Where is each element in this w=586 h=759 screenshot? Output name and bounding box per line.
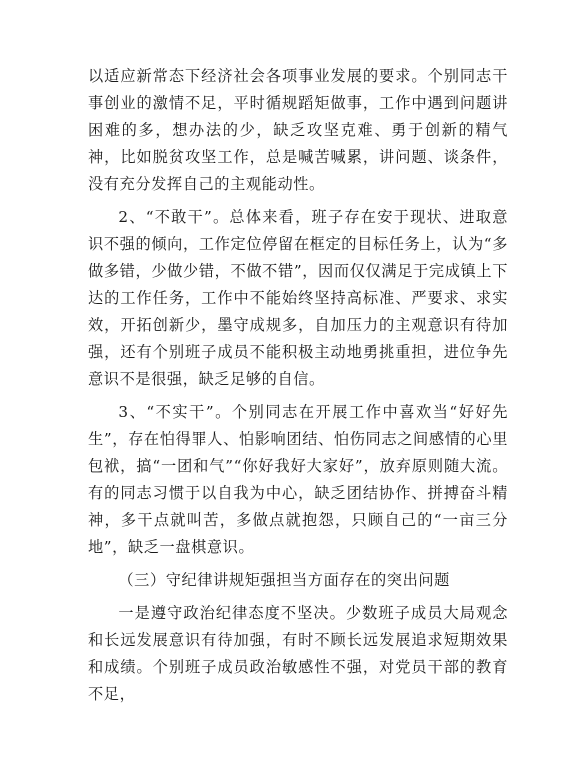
section-heading: （三）守纪律讲规矩强担当方面存在的突出问题 [118,571,450,589]
paragraph-bu-shi-gan: 3、“不实干”。个别同志在开展工作中喜欢当“好好先生”，存在怕得罪人、怕影响团结、怕伤同志之间感情的心里包袱，搞“一团和气”“你好我好大家好”，放弃原则随大流。有的同志习惯于以自我为中心，缺乏团结协作、拼搏奋斗精神，多干点就叫苦，多做点就抱怨，只顾自己的“一亩三分地”，缺乏一盘棋意识。 [88,403,508,556]
paragraph-bu-gan-gan: 2、“不敢干”。总体来看，班子存在安于现状、进取意识不强的倾向，工作定位停留在框定的目标任务上，认为“多做多错，少做少错，不做不错”，因而仅仅满足于完成镇上下达的工作任务，工作中不能始终坚持高标准、严要求、求实效，开拓创新少，墨守成规多，自加压力的主观意识有待加强，还有个别班子成员不能积极主动地勇挑重担，进位争先意识不是很强，缺乏足够的自信。 [88,208,508,388]
document-body [88,63,508,714]
paragraph-political-discipline: 一是遵守政治纪律态度不坚决。少数班子成员大局观念和长远发展意识有待加强，有时不顾长远发展追求短期效果和成绩。个别班子成员政治敏感性不强，对党员干部的教育不足， [88,604,508,703]
paragraph-continuation: 以适应新常态下经济社会各项事业发展的要求。个别同志干事创业的激情不足，平时循规蹈矩做事，工作中遇到问题讲困难的多，想办法的少，缺乏攻坚克难、勇于创新的精气神，比如脱贫攻坚工作，总是喊苦喊累，讲问题、谈条件，没有充分发挥自己的主观能动性。 [88,67,508,193]
